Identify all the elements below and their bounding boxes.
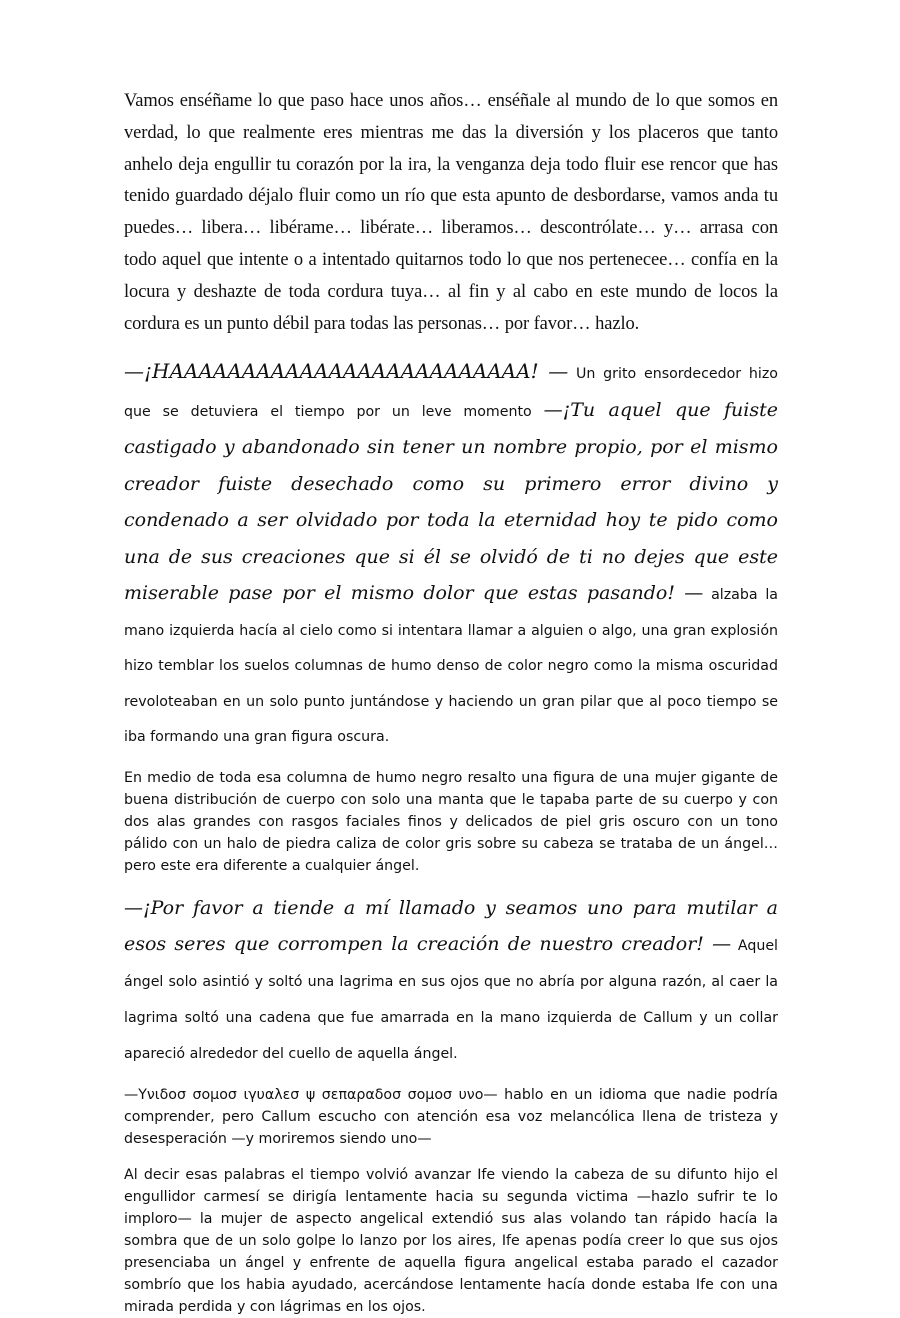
narration-text: hablo en un idioma que nadie podría comprender, pero Callum escucho con atención esa voz melancólica llena de tristeza y desesperación —y moriremos siendo uno— — [124, 1086, 779, 1147]
shout-text: —¡HAAAAAAAAAAAAAAAAAAAAAAAAA! — — [124, 359, 569, 384]
paragraph-3: En medio de toda esa columna de humo negro resalto una figura de una mujer gigante de buena distribución de cuerpo con solo una manta que le tapaba parte de su cuerpo y con dos alas grandes con rasgos faciales finos y delicados de piel gris oscuro con un tono pálido con un halo de piedra caliza de color gris sobre su cabeza se trataba de un ángel… pero este era diferente a cualquier ángel. — [124, 769, 778, 874]
paragraph-5 — [124, 1084, 778, 1150]
foreign-speech-text: —Υνιδοσ σομοσ ιγυαλεσ ψ σεπαραδοσ σομοσ υνο— — [124, 1086, 498, 1103]
narration-text: alzaba la mano izquierda hacía al cielo como si intentara llamar a alguien o algo, una gran explosión hizo temblar los suelos columnas de humo denso de color negro como la misma oscuridad revoloteaban en un solo punto juntándose y haciendo un gran pilar que al poco tiempo se iba formando una gran figura oscura. — [124, 587, 778, 746]
paragraph-4 — [124, 891, 778, 1072]
paragraph-6: Al decir esas palabras el tiempo volvió avanzar Ife viendo la cabeza de su difunto hijo el engullidor carmesí se dirigía lentamente hacia su segunda victima —hazlo sufrir te lo imploro— la mujer de aspecto angelical extendió sus alas volando tan rápido hacía la sombra que de un solo golpe lo lanzo por los aires, Ife apenas podía creer lo que sus ojos presenciaba un ángel y enfrente de aquella figura angelical estaba parado el cazador sombrío que los habia ayudado, acercándose lentamente hacía donde estaba Ife con una mirada perdida y con lágrimas en los ojos. — [124, 1166, 778, 1315]
paragraph-1: Vamos enséñame lo que paso hace unos años… enséñale al mundo de lo que somos en verdad, lo que realmente eres mientras me das la diversión y los placeros que tanto anhelo deja engullir tu corazón por la ira, la venganza deja todo fluir ese rencor que has tenido guardado déjalo fluir como un río que esta apunto de desbordarse, vamos anda tu puedes… libera… libérame… libérate… liberamos… descontrólate… y… arrasa con todo aquel que intente o a intentado quitarnos todo lo que nos pertenecee… confía en la locura y deshazte de toda cordura tuya… al fin y al cabo en este mundo de locos la cordura es un punto débil para todas las personas… por favor… hazlo. — [124, 91, 778, 334]
spoken-text: —¡Por favor a tiende a mí llamado y seamos uno para mutilar a esos seres que corrompen la creación de nuestro creador! — — [124, 896, 778, 955]
spoken-text: —¡Tu aquel que fuiste castigado y abandonado sin tener un nombre propio, por el mismo creador fuiste desechado como su primero error divino y condenado a ser olvidado por toda la eternidad hoy te pido como una de sus creaciones que si él se olvidó de ti no dejes que este miserable pase por el mismo dolor que estas pasando! — — [124, 398, 778, 605]
document-body — [124, 86, 778, 1318]
narration-text: Aquel ángel solo asintió y soltó una lagrima en sus ojos que no abría por alguna razón, al caer la lagrima soltó una cadena que fue amarrada en la mano izquierda de Callum y un collar apareció alrededor del cuello de aquella ángel. — [124, 937, 778, 1062]
paragraph-2 — [124, 354, 778, 755]
narration-text: Un grito ensordecedor hizo que se detuviera el tiempo por un leve momento — [124, 366, 778, 420]
